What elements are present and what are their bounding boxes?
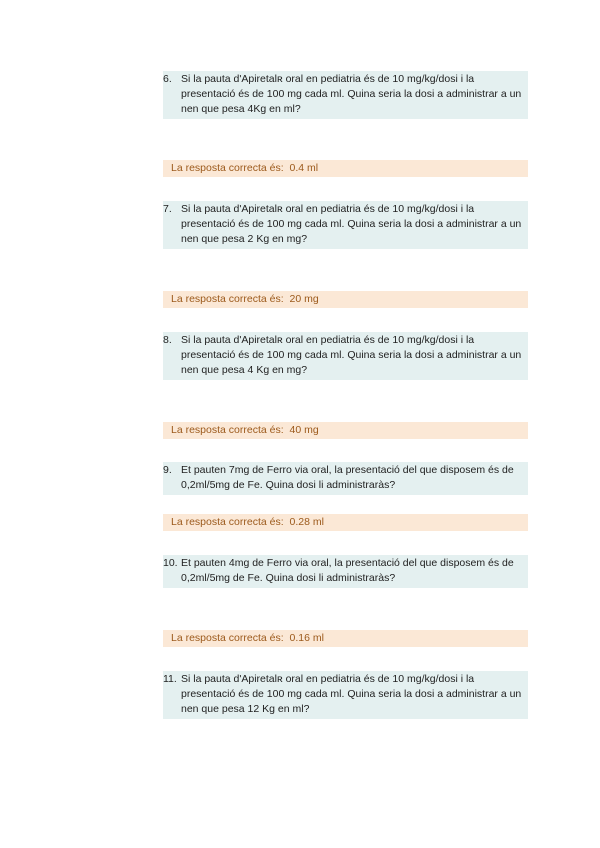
- question-9: [163, 462, 528, 495]
- answer-label: La resposta correcta és:: [171, 162, 287, 174]
- answer-label: La resposta correcta és:: [171, 516, 287, 528]
- question-text: Et pauten 7mg de Ferro via oral, la presentació del que disposem és de 0,2ml/5mg de Fe. Quina dosi li administraràs?: [181, 464, 514, 491]
- answer-8: [163, 422, 528, 439]
- question-11: [163, 671, 528, 719]
- question-number: 7.: [163, 203, 172, 215]
- question-number: 10.: [163, 557, 178, 569]
- question-6: [163, 71, 528, 119]
- answer-9: [163, 514, 528, 531]
- answer-label: La resposta correcta és:: [171, 424, 287, 436]
- question-10: [163, 555, 528, 588]
- answer-value: 20 mg: [289, 293, 319, 305]
- answer-value: 40 mg: [289, 424, 319, 436]
- question-number: 6.: [163, 73, 172, 85]
- answer-label: La resposta correcta és:: [171, 632, 287, 644]
- answer-value: 0.4 ml: [289, 162, 319, 174]
- question-text: Si la pauta d'Apiretalʀ oral en pediatria és de 10 mg/kg/dosi i la presentació és de 100 mg cada ml. Quina seria la dosi a administrar a un nen que pesa 4 Kg en mg?: [181, 334, 522, 376]
- answer-value: 0.28 ml: [289, 516, 324, 528]
- answer-value: 0.16 ml: [289, 632, 324, 644]
- question-text: Si la pauta d'Apiretalʀ oral en pediatria és de 10 mg/kg/dosi i la presentació és de 100 mg cada ml. Quina seria la dosi a administrar a un nen que pesa 2 Kg en mg?: [181, 203, 522, 245]
- question-text: Si la pauta d'Apiretalʀ oral en pediatria és de 10 mg/kg/dosi i la presentació és de 100 mg cada ml. Quina seria la dosi a administrar a un nen que pesa 4Kg en ml?: [181, 73, 522, 115]
- question-number: 9.: [163, 464, 172, 476]
- answer-7: [163, 291, 528, 308]
- question-8: [163, 332, 528, 380]
- question-number: 11.: [163, 673, 177, 685]
- answer-6: [163, 160, 528, 177]
- question-number: 8.: [163, 334, 172, 346]
- answer-label: La resposta correcta és:: [171, 293, 287, 305]
- question-text: Si la pauta d'Apiretalʀ oral en pediatria és de 10 mg/kg/dosi i la presentació és de 100 mg cada ml. Quina seria la dosi a administrar a un nen que pesa 12 Kg en ml?: [181, 673, 522, 715]
- answer-10: [163, 630, 528, 647]
- question-text: Et pauten 4mg de Ferro via oral, la presentació del que disposem és de 0,2ml/5mg de Fe. Quina dosi li administraràs?: [181, 557, 514, 584]
- question-7: [163, 201, 528, 249]
